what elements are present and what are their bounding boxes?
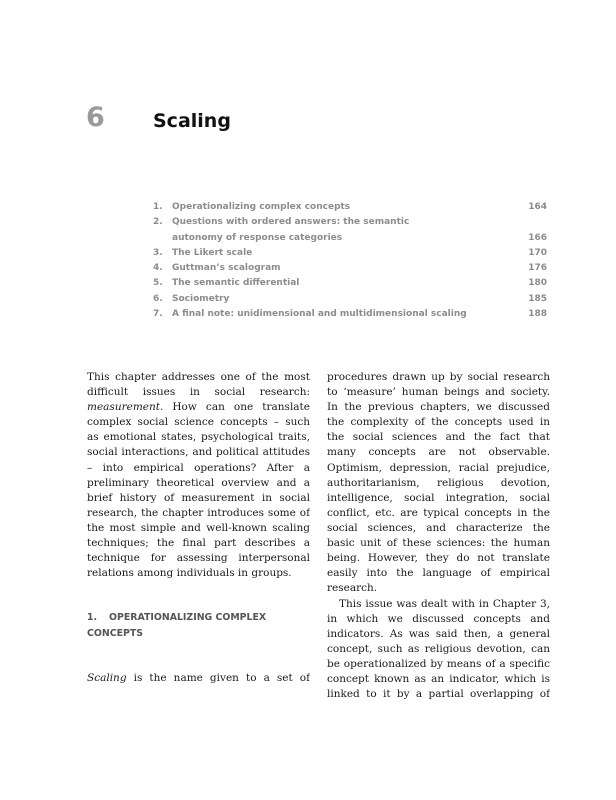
toc-item-page: 166 — [528, 232, 547, 243]
body-paragraph: This issue was dealt with in Chapter 3, in which we discussed concepts and indicators. As was said then, a general concept, such as religious devotion, can be operationalized by means of a specific concept known as an indicator, which is linked to it by a partial overlapping of — [327, 597, 550, 700]
toc-item-title: A final note: unidimensional and multidimensional scaling — [172, 309, 467, 320]
toc-item-number: 5. — [153, 278, 163, 289]
intro-emphasis: measurement — [87, 401, 160, 414]
toc-item-title: Sociometry — [172, 293, 230, 304]
toc-item — [153, 261, 547, 276]
paragraph-continuation — [327, 370, 550, 597]
toc-item — [153, 307, 547, 322]
toc-item-page: 185 — [528, 293, 547, 304]
toc-item-page: 170 — [528, 247, 547, 258]
toc-item-number: 7. — [153, 309, 163, 320]
toc-item-page: 188 — [528, 309, 547, 320]
toc-item-title: autonomy of response categories — [172, 232, 343, 243]
toc-item-page: 176 — [528, 263, 547, 274]
chapter-number: 6 — [86, 102, 105, 133]
left-column — [87, 370, 310, 686]
toc-item-title: Guttman’s scalogram — [172, 263, 281, 274]
body-paragraph — [327, 370, 550, 596]
toc-item-number: 4. — [153, 263, 163, 274]
chapter-title: Scaling — [153, 110, 231, 132]
body-paragraph — [87, 671, 310, 686]
section-title: OPERATIONALIZING COMPLEX CONCEPTS — [87, 612, 267, 639]
intro-text-end: . How can one translate complex social science concepts – such as emotional states, psychological traits, social interactions, and political attitudes – into empirical operations? After a preliminary theoretical overview and a brief history of measurement in social research, the chapter introduces some of the most simple and well-known scaling techniques; the final part describes a technique for assessing interpersonal relations among individuals in groups. — [87, 401, 310, 580]
body-paragraph-text: is the name given to a set of — [133, 671, 310, 684]
toc-item — [153, 292, 547, 307]
section-heading — [87, 610, 310, 640]
toc-item-number: 3. — [153, 247, 163, 258]
toc-item — [153, 200, 547, 215]
right-column — [327, 370, 550, 700]
toc-item-title: The Likert scale — [172, 247, 253, 258]
toc-item — [153, 276, 547, 291]
toc-item-title: Questions with ordered answers: the semantic — [172, 217, 410, 228]
intro-paragraph — [87, 370, 310, 581]
table-of-contents — [153, 200, 547, 322]
toc-item — [153, 231, 547, 246]
toc-item-page: 180 — [528, 278, 547, 289]
toc-item — [153, 246, 547, 261]
toc-item-number: 6. — [153, 293, 163, 304]
toc-item-number: 1. — [153, 202, 163, 212]
toc-item-number: 2. — [153, 217, 163, 228]
body-paragraph-text: procedures drawn up by social research to ‘measure’ human beings and society. In the previous chapters, we discussed the complexity of the concepts used in the social sciences and the fact that many concepts are not observable. Optimism, depression, racial prejudice, authoritarianism, religious devotion, intelligence, social integration, social conflict, etc. are typical concepts in the social sciences, and characterize the basic unit of these sciences: the human being. However, they do not translate easily into the language of empirical research. — [327, 371, 550, 595]
toc-item-title: Operationalizing complex concepts — [172, 202, 351, 212]
scaling-emphasis: Scaling — [87, 671, 127, 684]
intro-text-start: This chapter addresses one of the most difficult issues in social research: — [87, 371, 310, 399]
toc-item-page: 164 — [528, 202, 547, 212]
toc-item — [153, 215, 547, 230]
toc-item-title: The semantic differential — [172, 278, 300, 289]
section-number: 1. — [87, 612, 98, 624]
